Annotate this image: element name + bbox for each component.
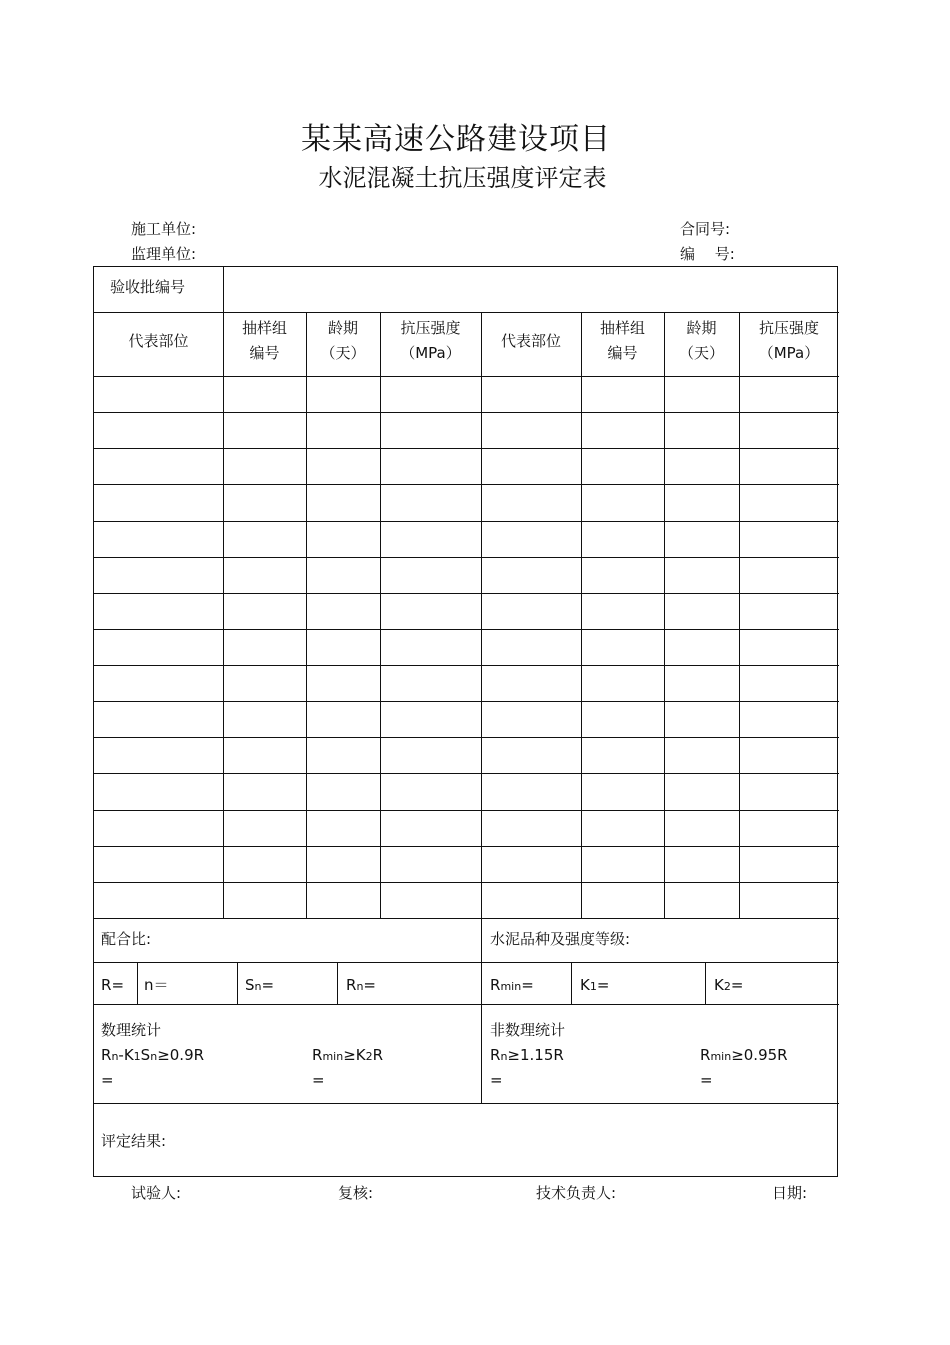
column-divider (481, 312, 482, 1103)
data-row-divider (94, 918, 839, 919)
data-row-divider (94, 882, 839, 883)
nonnumeric-formula-1: Rn≥1.15R (490, 1046, 564, 1064)
supervision-unit-label: 监理单位: (131, 245, 197, 263)
serial-no-label: 编 号: (680, 245, 735, 263)
column-divider (705, 962, 706, 1004)
tech-lead-label: 技术负责人: (536, 1184, 617, 1202)
row-divider (94, 312, 839, 313)
column-header-sample: 抽样组 (599, 319, 645, 337)
column-header-strength: 抗压强度 (400, 319, 461, 337)
data-row-divider (94, 629, 839, 630)
evaluation-result-label: 评定结果: (101, 1132, 167, 1150)
data-row-divider (94, 593, 839, 594)
row-divider (94, 962, 839, 963)
column-divider (337, 962, 338, 1004)
column-divider (581, 312, 582, 918)
data-row-divider (94, 737, 839, 738)
rn-label: Rn= (346, 976, 376, 994)
row-divider (94, 376, 839, 377)
column-header-strength-sub: （MPa） (400, 344, 461, 362)
contract-no-label: 合同号: (680, 220, 731, 238)
data-row-divider (94, 701, 839, 702)
column-header-age-sub: （天） (678, 344, 724, 362)
data-row-divider (94, 484, 839, 485)
column-divider (380, 312, 381, 918)
column-header-age: 龄期 (686, 319, 717, 337)
numeric-formula-1: Rn-K1Sn≥0.9R (101, 1046, 205, 1064)
rmin-label: Rmin= (490, 976, 534, 994)
date-label: 日期: (772, 1184, 808, 1202)
column-divider (306, 312, 307, 918)
k1-label: K1= (580, 976, 610, 994)
column-header-strength: 抗压强度 (758, 319, 819, 337)
cement-grade-label: 水泥品种及强度等级: (490, 930, 631, 948)
column-divider (223, 267, 224, 918)
batch-number-label: 验收批编号 (110, 278, 186, 296)
data-row-divider (94, 810, 839, 811)
nonnumeric-formula-2: Rmin≥0.95R (700, 1046, 788, 1064)
reviewer-label: 复核: (338, 1184, 374, 1202)
sn-label: Sn= (245, 976, 275, 994)
data-row-divider (94, 665, 839, 666)
data-row-divider (94, 521, 839, 522)
construction-unit-label: 施工单位: (131, 220, 197, 238)
numeric-stats-title: 数理统计 (101, 1021, 162, 1039)
k2-label: K2= (714, 976, 744, 994)
nonnumeric-stats-title: 非数理统计 (490, 1021, 566, 1039)
column-header-sample-sub: 编号 (249, 344, 280, 362)
column-header-strength-sub: （MPa） (758, 344, 820, 362)
n-count-label: n＝ (144, 976, 169, 994)
data-row-divider (94, 412, 839, 413)
r-mean-label: R= (101, 976, 125, 994)
evaluation-table (93, 266, 838, 1177)
column-header-age-sub: （天） (320, 344, 366, 362)
column-header-sample: 抽样组 (241, 319, 287, 337)
column-header-part: 代表部位 (128, 332, 189, 350)
nonnumeric-formula-1-result: = (490, 1071, 503, 1089)
row-divider (94, 1103, 839, 1104)
row-divider (94, 1004, 839, 1005)
column-divider (137, 962, 138, 1004)
data-row-divider (94, 846, 839, 847)
numeric-formula-2-result: = (312, 1071, 325, 1089)
mix-ratio-label: 配合比: (101, 930, 152, 948)
document-subtitle: 水泥混凝土抗压强度评定表 (318, 164, 607, 192)
column-divider (237, 962, 238, 1004)
tester-label: 试验人: (131, 1184, 182, 1202)
column-divider (739, 312, 740, 918)
document-title: 某某高速公路建设项目 (301, 122, 611, 157)
column-header-part: 代表部位 (500, 332, 561, 350)
numeric-formula-2: Rmin≥K2R (312, 1046, 384, 1064)
column-header-age: 龄期 (327, 319, 358, 337)
nonnumeric-formula-2-result: = (700, 1071, 713, 1089)
data-row-divider (94, 557, 839, 558)
data-row-divider (94, 448, 839, 449)
column-divider (571, 962, 572, 1004)
numeric-formula-1-result: = (101, 1071, 114, 1089)
data-row-divider (94, 773, 839, 774)
column-header-sample-sub: 编号 (607, 344, 638, 362)
column-divider (664, 312, 665, 918)
